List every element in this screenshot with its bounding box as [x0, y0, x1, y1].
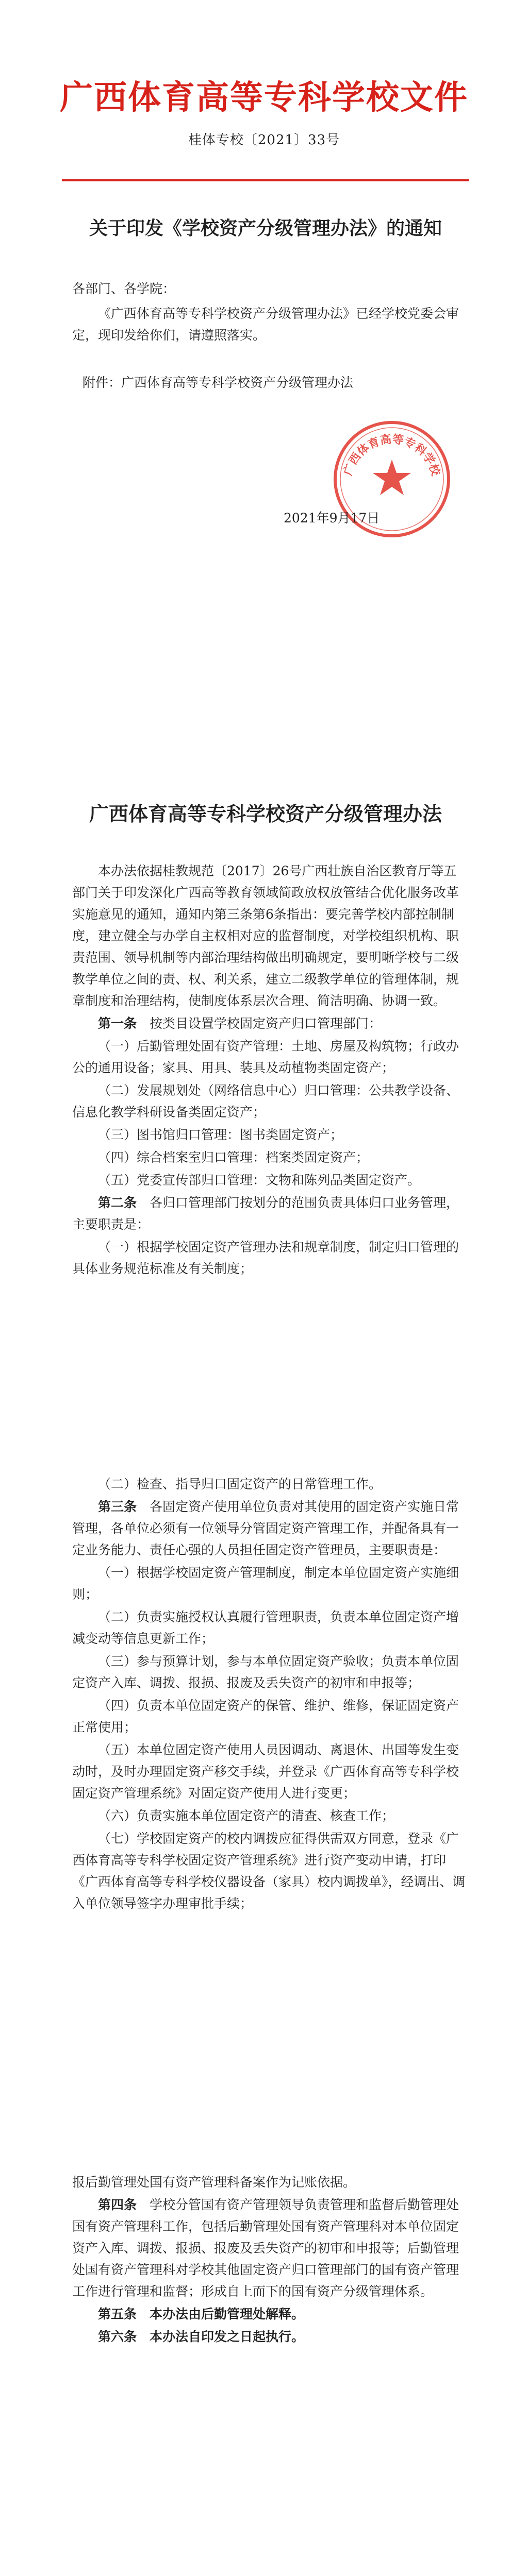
paragraph-text: （四）综合档案室归口管理：档案类固定资产； [98, 1150, 369, 1165]
article-number: 第五条 [98, 2307, 137, 2321]
measures-paragraph [72, 1147, 469, 1168]
measures-paragraph [72, 1562, 469, 1605]
document-number: 桂体专校〔2021〕33号 [188, 132, 340, 148]
paragraph-text: （三）图书馆归口管理：图书类固定资产； [98, 1127, 343, 1142]
article-number: 第二条 [98, 1195, 137, 1210]
svg-text:广西体育高等专科学校: 广西体育高等专科学校 [341, 432, 443, 478]
red-divider [62, 179, 469, 181]
paragraph-text: （二）发展规划处（网络信息中心）归口管理：公共教学设备、信息化教学科研设备类固定资产； [72, 1083, 459, 1120]
paragraph-text: 各固定资产使用单位负责对其使用的固定资产实施日常管理，各单位必须有一位领导分管固定资产管理工作，并配备具有一定业务能力、责任心强的人员担任固定资产管理员，主要职责是： [72, 1499, 459, 1557]
measures-paragraph [72, 2172, 469, 2193]
paragraph-text: （四）负责本单位固定资产的保管、维护、维修，保证固定资产正常使用； [72, 1698, 459, 1735]
paragraph-text: 报后勤管理处国有资产管理科备案作为记账依据。 [72, 2175, 356, 2190]
measures-paragraph [72, 1036, 469, 1079]
notice-title: 关于印发《学校资产分级管理办法》的通知 [89, 217, 442, 239]
document-header [0, 77, 528, 148]
paragraph-text: 各归口管理部门按划分的范围负责具体归口业务管理，主要职责是： [72, 1195, 459, 1232]
notice-body [72, 278, 464, 394]
measures-paragraph [72, 860, 469, 1012]
measures-paragraph [72, 1651, 469, 1694]
paragraph-text: （一）后勤管理处固有资产管理：土地、房屋及构筑物；行政办公的通用设备；家具、用具、装具及动植物类固定资产； [72, 1039, 459, 1075]
measures-paragraph [72, 1192, 469, 1235]
measures-paragraph [72, 1124, 469, 1146]
measures-paragraph [72, 1013, 469, 1035]
measures-page-1 [72, 860, 469, 1281]
measures-paragraph [72, 1170, 469, 1191]
article-number: 第一条 [98, 1016, 137, 1031]
measures-paragraph [72, 1496, 469, 1561]
paragraph-text: 按类目设置学校固定资产归口管理部门： [150, 1016, 382, 1031]
paragraph-text: 本办法由后勤管理处解释。 [150, 2307, 305, 2321]
measures-paragraph [72, 1080, 469, 1123]
issuer-title: 广西体育高等专科学校文件 [60, 78, 468, 117]
paragraph-text: （七）学校固定资产的校内调拨应征得供需双方同意，登录《广西体育高等专科学校固定资产管理系统》进行资产变动申请，打印《广西体育高等专科学校仪器设备（家具）校内调拨单》，经调出、调入单位领导签字办理审批手续； [72, 1831, 466, 1911]
paragraph-text: （一）根据学校固定资产管理制度，制定本单位固定资产实施细则； [72, 1565, 459, 1602]
measures-title: 广西体育高等专科学校资产分级管理办法 [89, 802, 442, 825]
paragraph-text: （二）检查、指导归口固定资产的日常管理工作。 [98, 1477, 382, 1492]
paragraph-text: 本办法自印发之日起执行。 [150, 2329, 305, 2344]
paragraph-text: 学校分管国有资产管理领导负责管理和监督后勤管理处国有资产管理科工作，包括后勤管理处国有资产管理科对本单位固定资产入库、调拨、报损、报废及丢失资产的初审和申报等；后勤管理处国有资产管理科对学校其他固定资产归口管理部门的国有资产管理工作进行管理和监督；形成自上而下的国有资产分级管理体系。 [72, 2197, 459, 2299]
measures-paragraph [72, 1739, 469, 1804]
paragraph-text: 本办法依据桂教规范〔2017〕26号广西壮族自治区教育厅等五部门关于印发深化广西高等教育领域简政放权放管结合优化服务改革实施意见的通知，通知内第三条第6条指出：要完善学校内部控制制度，建立健全与办学自主权相对应的监督制度，对学校组织机构、职责范围、领导机制等内部治理结构做出明确规定，要明晰学校与二级教学单位之间的责、权、利关系，建立二级教学单位的管理体制，规章制度和治理结构，使制度体系层次合理、简洁明确、协调一致。 [72, 863, 459, 1008]
notice-paragraph: 《广西体育高等专科学校资产分级管理办法》已经学校党委会审定，现印发给你们，请遵照落实。 [72, 306, 459, 343]
article-number: 第四条 [98, 2197, 137, 2212]
measures-paragraph [72, 1805, 469, 1827]
measures-page-2 [72, 1473, 469, 1916]
paragraph-text: （一）根据学校固定资产管理办法和规章制度，制定归口管理的具体业务规范标准及有关制度； [72, 1240, 459, 1276]
attachment-line: 附件：广西体育高等专科学校资产分级管理办法 [82, 375, 354, 390]
measures-paragraph [72, 1473, 469, 1495]
measures-page-3 [72, 2172, 469, 2349]
measures-paragraph [72, 1236, 469, 1280]
issue-date: 2021年9月17日 [284, 511, 380, 526]
article-number: 第三条 [98, 1499, 137, 1514]
measures-paragraph [72, 1606, 469, 1650]
paragraph-text: （五）党委宣传部归口管理：文物和陈列品类固定资产。 [98, 1173, 421, 1188]
measures-paragraph [72, 1828, 469, 1914]
measures-paragraph [72, 2303, 469, 2325]
measures-paragraph [72, 2194, 469, 2302]
salutation: 各部门、各学院： [72, 281, 176, 296]
paragraph-text: （三）参与预算计划，参与本单位固定资产验收；负责本单位固定资产入库、调拨、报损、报废及丢失资产的初审和申报等； [72, 1654, 459, 1690]
measures-paragraph [72, 1695, 469, 1738]
paragraph-text: （二）负责实施授权认真履行管理职责，负责本单位固定资产增减变动等信息更新工作； [72, 1609, 459, 1646]
paragraph-text: （五）本单位固定资产使用人员因调动、离退休、出国等发生变动时，及时办理固定资产移交手续，并登录《广西体育高等专科学校固定资产管理系统》对固定资产使用人进行变更； [72, 1742, 459, 1801]
paragraph-text: （六）负责实施本单位固定资产的清查、核查工作； [98, 1808, 395, 1823]
article-number: 第六条 [98, 2329, 137, 2344]
measures-paragraph [72, 2326, 469, 2348]
